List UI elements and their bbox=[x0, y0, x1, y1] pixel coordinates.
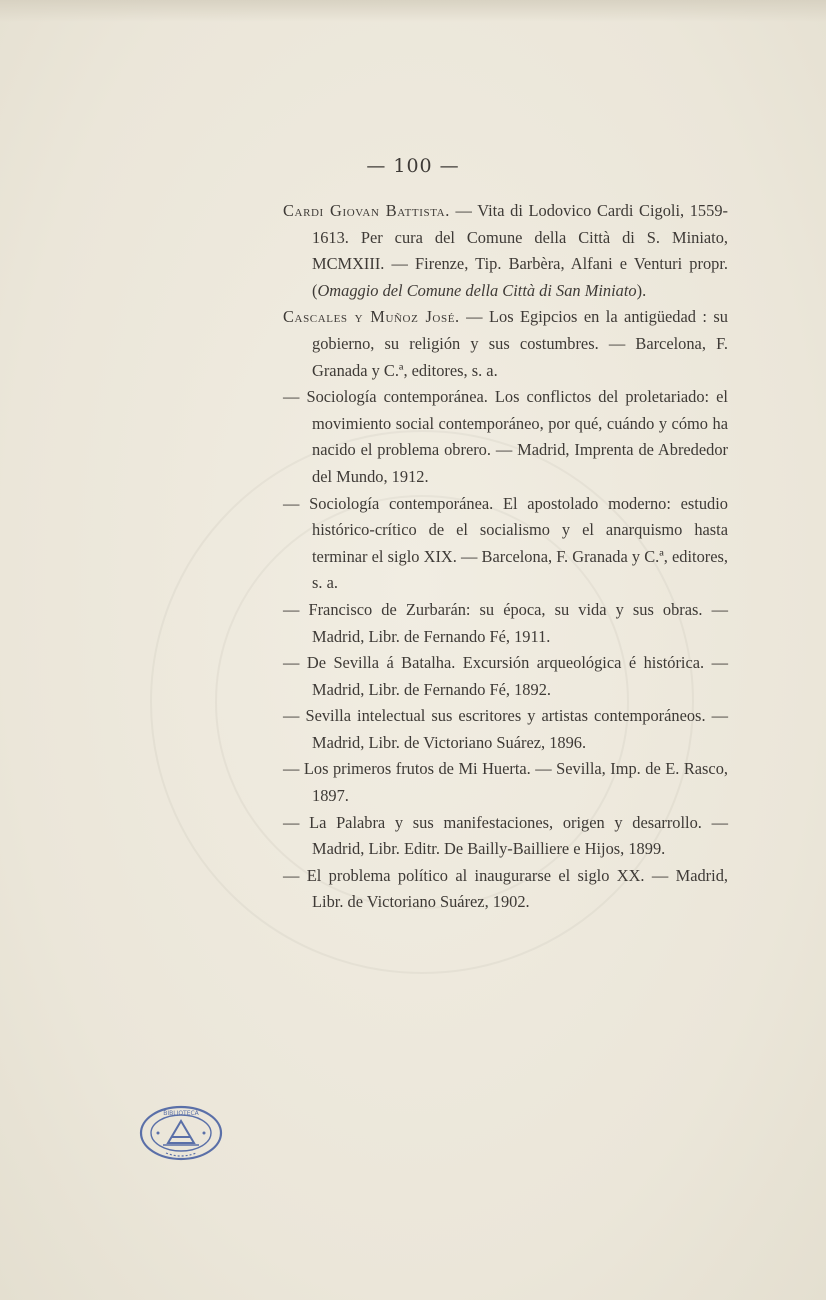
entry-text: — Vita di Lodovico Cardi Cigoli, 1559-1613. Per cura del Comune della Città di S. Miniato, MCMXIII. — Firenze, Tip. Barbèra, Alfani e Venturi propr. ( bbox=[312, 201, 728, 300]
sub-entry: — Los primeros frutos de Mi Huerta. — Sevilla, Imp. de E. Rasco, 1897. bbox=[283, 759, 728, 806]
entry-cascales bbox=[283, 304, 728, 384]
entry-cardi bbox=[283, 198, 728, 304]
sub-entry: — Sociología contemporánea. El apostolado moderno: estudio histórico-crítico de el socialismo y el anarquismo hasta terminar el siglo XIX. — Barcelona, F. Granada y C.ª, editores, s. a. bbox=[283, 493, 728, 593]
sub-entry: — De Sevilla á Batalha. Excursión arqueológica é histórica. — Madrid, Libr. de Fernando Fé, 1892. bbox=[283, 653, 728, 699]
entry-tail: ). bbox=[636, 280, 647, 300]
entry-text: — Los Egipcios en la antigüedad : su gobierno, su religión y sus costumbres. — Barcelona, F. Granada y C.ª, editores, s. a. bbox=[312, 307, 729, 380]
sub-entry: — La Palabra y sus manifestaciones, origen y desarrollo. — Madrid, Libr. Editr. De Bailly-Bailliere e Hijos, 1899. bbox=[283, 812, 728, 859]
sub-entry: — Francisco de Zurbarán: su época, su vida y sus obras. — Madrid, Libr. de Fernando Fé, 1911. bbox=[283, 599, 728, 646]
page-top-edge bbox=[0, 0, 826, 22]
entry-italic: Omaggio del Comune della Città di San Miniato bbox=[317, 280, 637, 300]
sub-entry: — Sociología contemporánea. Los conflictos del proletariado: el movimiento social contemporáneo, por qué, cuándo y cómo ha nacido el problema obrero. — Madrid, Imprenta de Abrededor del Mundo, 1912. bbox=[283, 387, 728, 486]
stamp-text: BIBLIOTECA bbox=[163, 1110, 199, 1117]
sub-entry: — Sevilla intelectual sus escritores y artistas contemporáneos. — Madrid, Libr. de Victoriano Suárez, 1896. bbox=[283, 706, 728, 752]
page-number: — 100 — bbox=[366, 155, 460, 177]
bibliography-list bbox=[283, 198, 728, 916]
library-stamp-icon bbox=[138, 1103, 224, 1163]
sub-entry: — El problema político al inaugurarse el siglo XX. — Madrid, Libr. de Victoriano Suárez, 1902. bbox=[283, 865, 728, 912]
entry-author: Cascales y Muñoz José. bbox=[283, 307, 460, 327]
entry-author: Cardi Giovan Battista. bbox=[283, 201, 450, 220]
